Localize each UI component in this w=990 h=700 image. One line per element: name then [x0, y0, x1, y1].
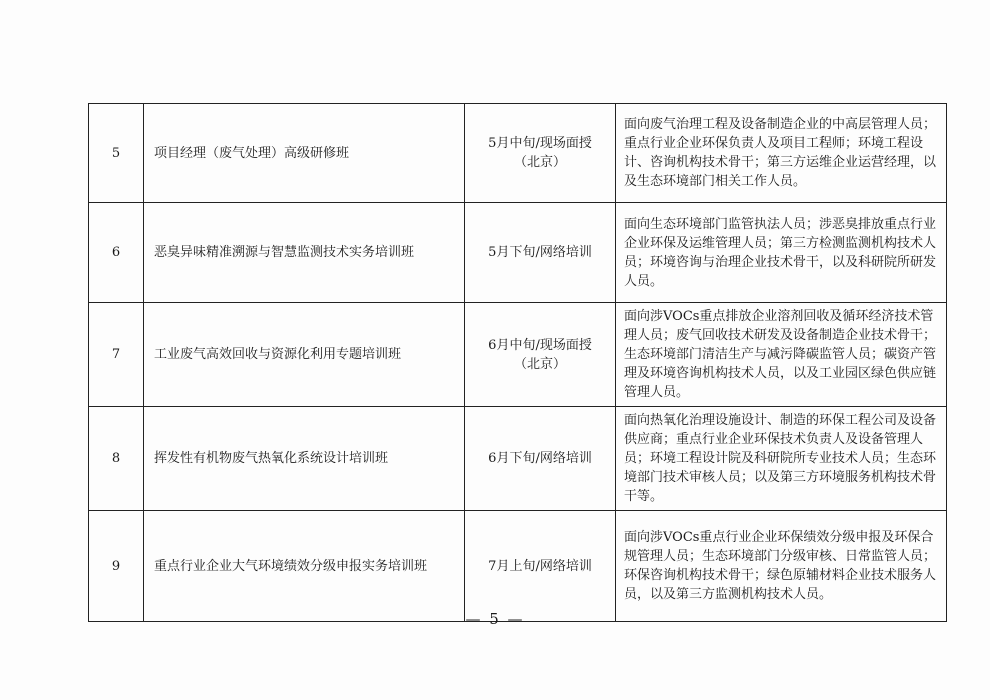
row-number: 7	[89, 303, 144, 407]
course-name: 重点行业企业大气环境绩效分级申报实务培训班	[144, 511, 465, 622]
course-time	[465, 511, 616, 622]
course-location: （北京）	[513, 356, 566, 372]
target-audience: 面向热氧化治理设施设计、制造的环保工程公司及设备供应商；重点行业企业环保技术负责人及设备管理人员；环境工程设计院及科研院所专业技术人员；生态环境部门技术审核人员；以及第三方环境服务机构技术骨干等。	[616, 407, 947, 511]
row-number: 8	[89, 407, 144, 511]
target-audience: 面向涉VOCs重点行业企业环保绩效分级申报及环保合规管理人员；生态环境部门分级审核、日常监管人员；环保咨询机构技术骨干；绿色原辅材料企业技术服务人员，以及第三方监测机构技术人员。	[616, 511, 947, 622]
row-number: 9	[89, 511, 144, 622]
course-location: （北京）	[513, 155, 566, 170]
course-time	[465, 203, 616, 303]
row-number: 5	[89, 104, 144, 203]
target-audience: 面向废气治理工程及设备制造企业的中高层管理人员；重点行业企业环保负责人及项目工程师；环境工程设计、咨询机构技术骨干；第三方运维企业运营经理，以及生态环境部门相关工作人员。	[616, 104, 947, 203]
course-name: 恶臭异味精准溯源与智慧监测技术实务培训班	[144, 203, 465, 303]
target-audience: 面向生态环境部门监管执法人员；涉恶臭排放重点行业企业环保及运维管理人员；第三方检测监测机构技术人员；环境咨询与治理企业技术骨干，以及科研院所研发人员。	[616, 203, 947, 303]
course-time-mode: 6月中旬/现场面授	[488, 337, 592, 353]
row-number: 6	[89, 203, 144, 303]
table-row	[89, 203, 947, 303]
course-time	[465, 104, 616, 203]
table-row	[89, 511, 947, 622]
course-name: 工业废气高效回收与资源化利用专题培训班	[144, 303, 465, 407]
table-row	[89, 407, 947, 511]
course-time	[465, 303, 616, 407]
page-number: — 5 —	[465, 610, 525, 628]
course-time-mode: 6月下旬/网络培训	[488, 451, 592, 466]
course-time-mode: 5月下旬/网络培训	[488, 245, 592, 260]
table-row	[89, 303, 947, 407]
target-audience: 面向涉VOCs重点排放企业溶剂回收及循环经济技术管理人员；废气回收技术研发及设备制造企业技术骨干；生态环境部门清洁生产与减污降碳监管人员；碳资产管理及环境咨询机构技术人员，以及工业园区绿色供应链管理人员。	[616, 303, 947, 407]
course-time-mode: 7月上旬/网络培训	[488, 558, 592, 574]
course-time-mode: 5月中旬/现场面授	[488, 136, 592, 151]
table-row	[89, 104, 947, 203]
course-name: 挥发性有机物废气热氧化系统设计培训班	[144, 407, 465, 511]
training-course-table	[88, 103, 947, 622]
course-name: 项目经理（废气处理）高级研修班	[144, 104, 465, 203]
course-time	[465, 407, 616, 511]
